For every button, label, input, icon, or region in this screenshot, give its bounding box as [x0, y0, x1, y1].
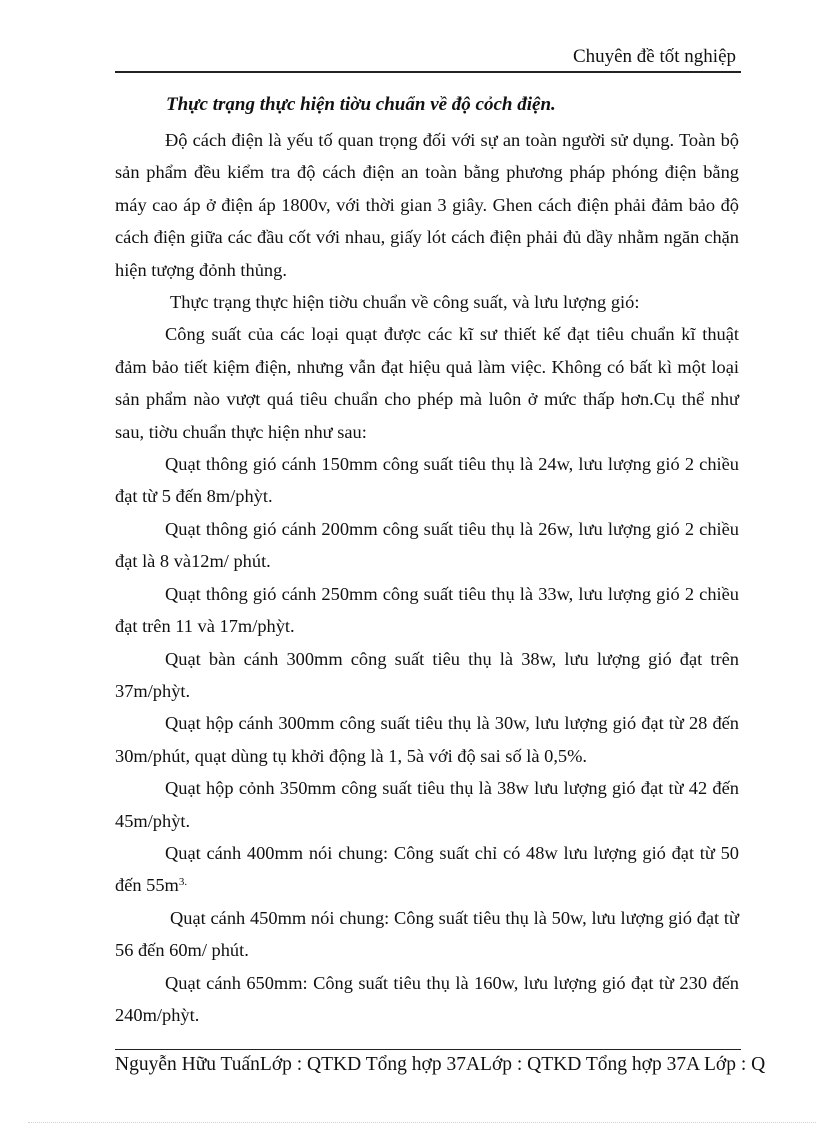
paragraph-fan-650: Quạt cánh 650mm: Công suất tiêu thụ là 160w, lưu lượng gió đạt từ 230 đến 240m/phỳt.	[115, 972, 739, 1025]
page-header-title: Chuyên đề tốt nghiệp	[572, 46, 736, 67]
paragraph-fan-200: Quạt thông gió cánh 200mm công suất tiêu thụ là 26w, lưu lượng gió 2 chiều đạt là 8 và12m/ phút.	[115, 518, 739, 572]
page-footer: Nguyễn Hữu TuấnLớp : QTKD Tổng hợp 37ALớp : QTKD Tổng hợp 37A Lớp : Q	[115, 1054, 766, 1075]
paragraph-fan-250: Quạt thông gió cánh 250mm công suất tiêu thụ là 33w, lưu lượng gió 2 chiều đạt trên 11 và 17m/phỳt.	[115, 583, 739, 637]
paragraph-box-fan-300: Quạt hộp cánh 300mm công suất tiêu thụ là 30w, lưu lượng gió đạt từ 28 đến 30m/phút, quạt dùng tụ khởi động là 1, 5à với độ sai số là 0,5%.	[115, 713, 739, 766]
footer-divider	[115, 1049, 741, 1050]
paragraph-insulation: Độ cách điện là yếu tố quan trọng đối với sự an toàn người sử dụng. Toàn bộ sản phẩm đều kiểm tra độ cách điện an toàn bằng phương pháp phóng điện bằng máy cao áp ở điện áp 1800v, với thời gian 3 giây. Ghen cách điện phải đảm bảo độ cách điện giữa các đầu cốt với nhau, giấy lót cách điện phải đủ dầy nhằm ngăn chặn hiện tượng đỏnh thủng.	[115, 130, 739, 280]
paragraph-fan-400	[115, 837, 739, 902]
paragraph-desk-fan-300: Quạt bàn cánh 300mm công suất tiêu thụ là 38w, lưu lượng gió đạt trên 37m/phỳt.	[115, 648, 739, 701]
paragraph-fan-450: Quạt cánh 450mm nói chung: Công suất tiêu thụ là 50w, lưu lượng gió đạt từ 56 đến 60m/ phút.	[115, 907, 739, 961]
body-text	[115, 124, 739, 1031]
paragraph-fan-150: Quạt thông gió cánh 150mm công suất tiêu thụ là 24w, lưu lượng gió 2 chiều đạt từ 5 đến 8m/phỳt.	[115, 454, 739, 507]
header-divider	[115, 71, 741, 73]
section-title: Thực trạng thực hiện tiờu chuẩn về độ cỏch điện.	[166, 94, 556, 115]
paragraph-fan-400-text: Quạt cánh 400mm nói chung: Công suất chỉ có 48w lưu lượng gió đạt từ 50 đến 55m	[115, 842, 739, 896]
superscript-3: 3.	[178, 876, 188, 889]
paragraph-box-fan-350: Quạt hộp cỏnh 350mm công suất tiêu thụ là 38w lưu lượng gió đạt từ 42 đến 45m/phỳt.	[115, 778, 739, 831]
paragraph-power-heading: Thực trạng thực hiện tiờu chuẩn về công suất, và lưu lượng gió:	[170, 292, 640, 313]
paragraph-power-intro: Công suất của các loại quạt được các kĩ sư thiết kế đạt tiêu chuẩn kĩ thuật đảm bảo tiết kiệm điện, nhưng vẫn đạt hiệu quả làm việc. Không có bất kì một loại sản phẩm nào vượt quá tiêu chuẩn cho phép mà luôn ở mức thấp hơn.Cụ thể như sau, tiờu chuẩn thực hiện như sau:	[115, 324, 739, 442]
